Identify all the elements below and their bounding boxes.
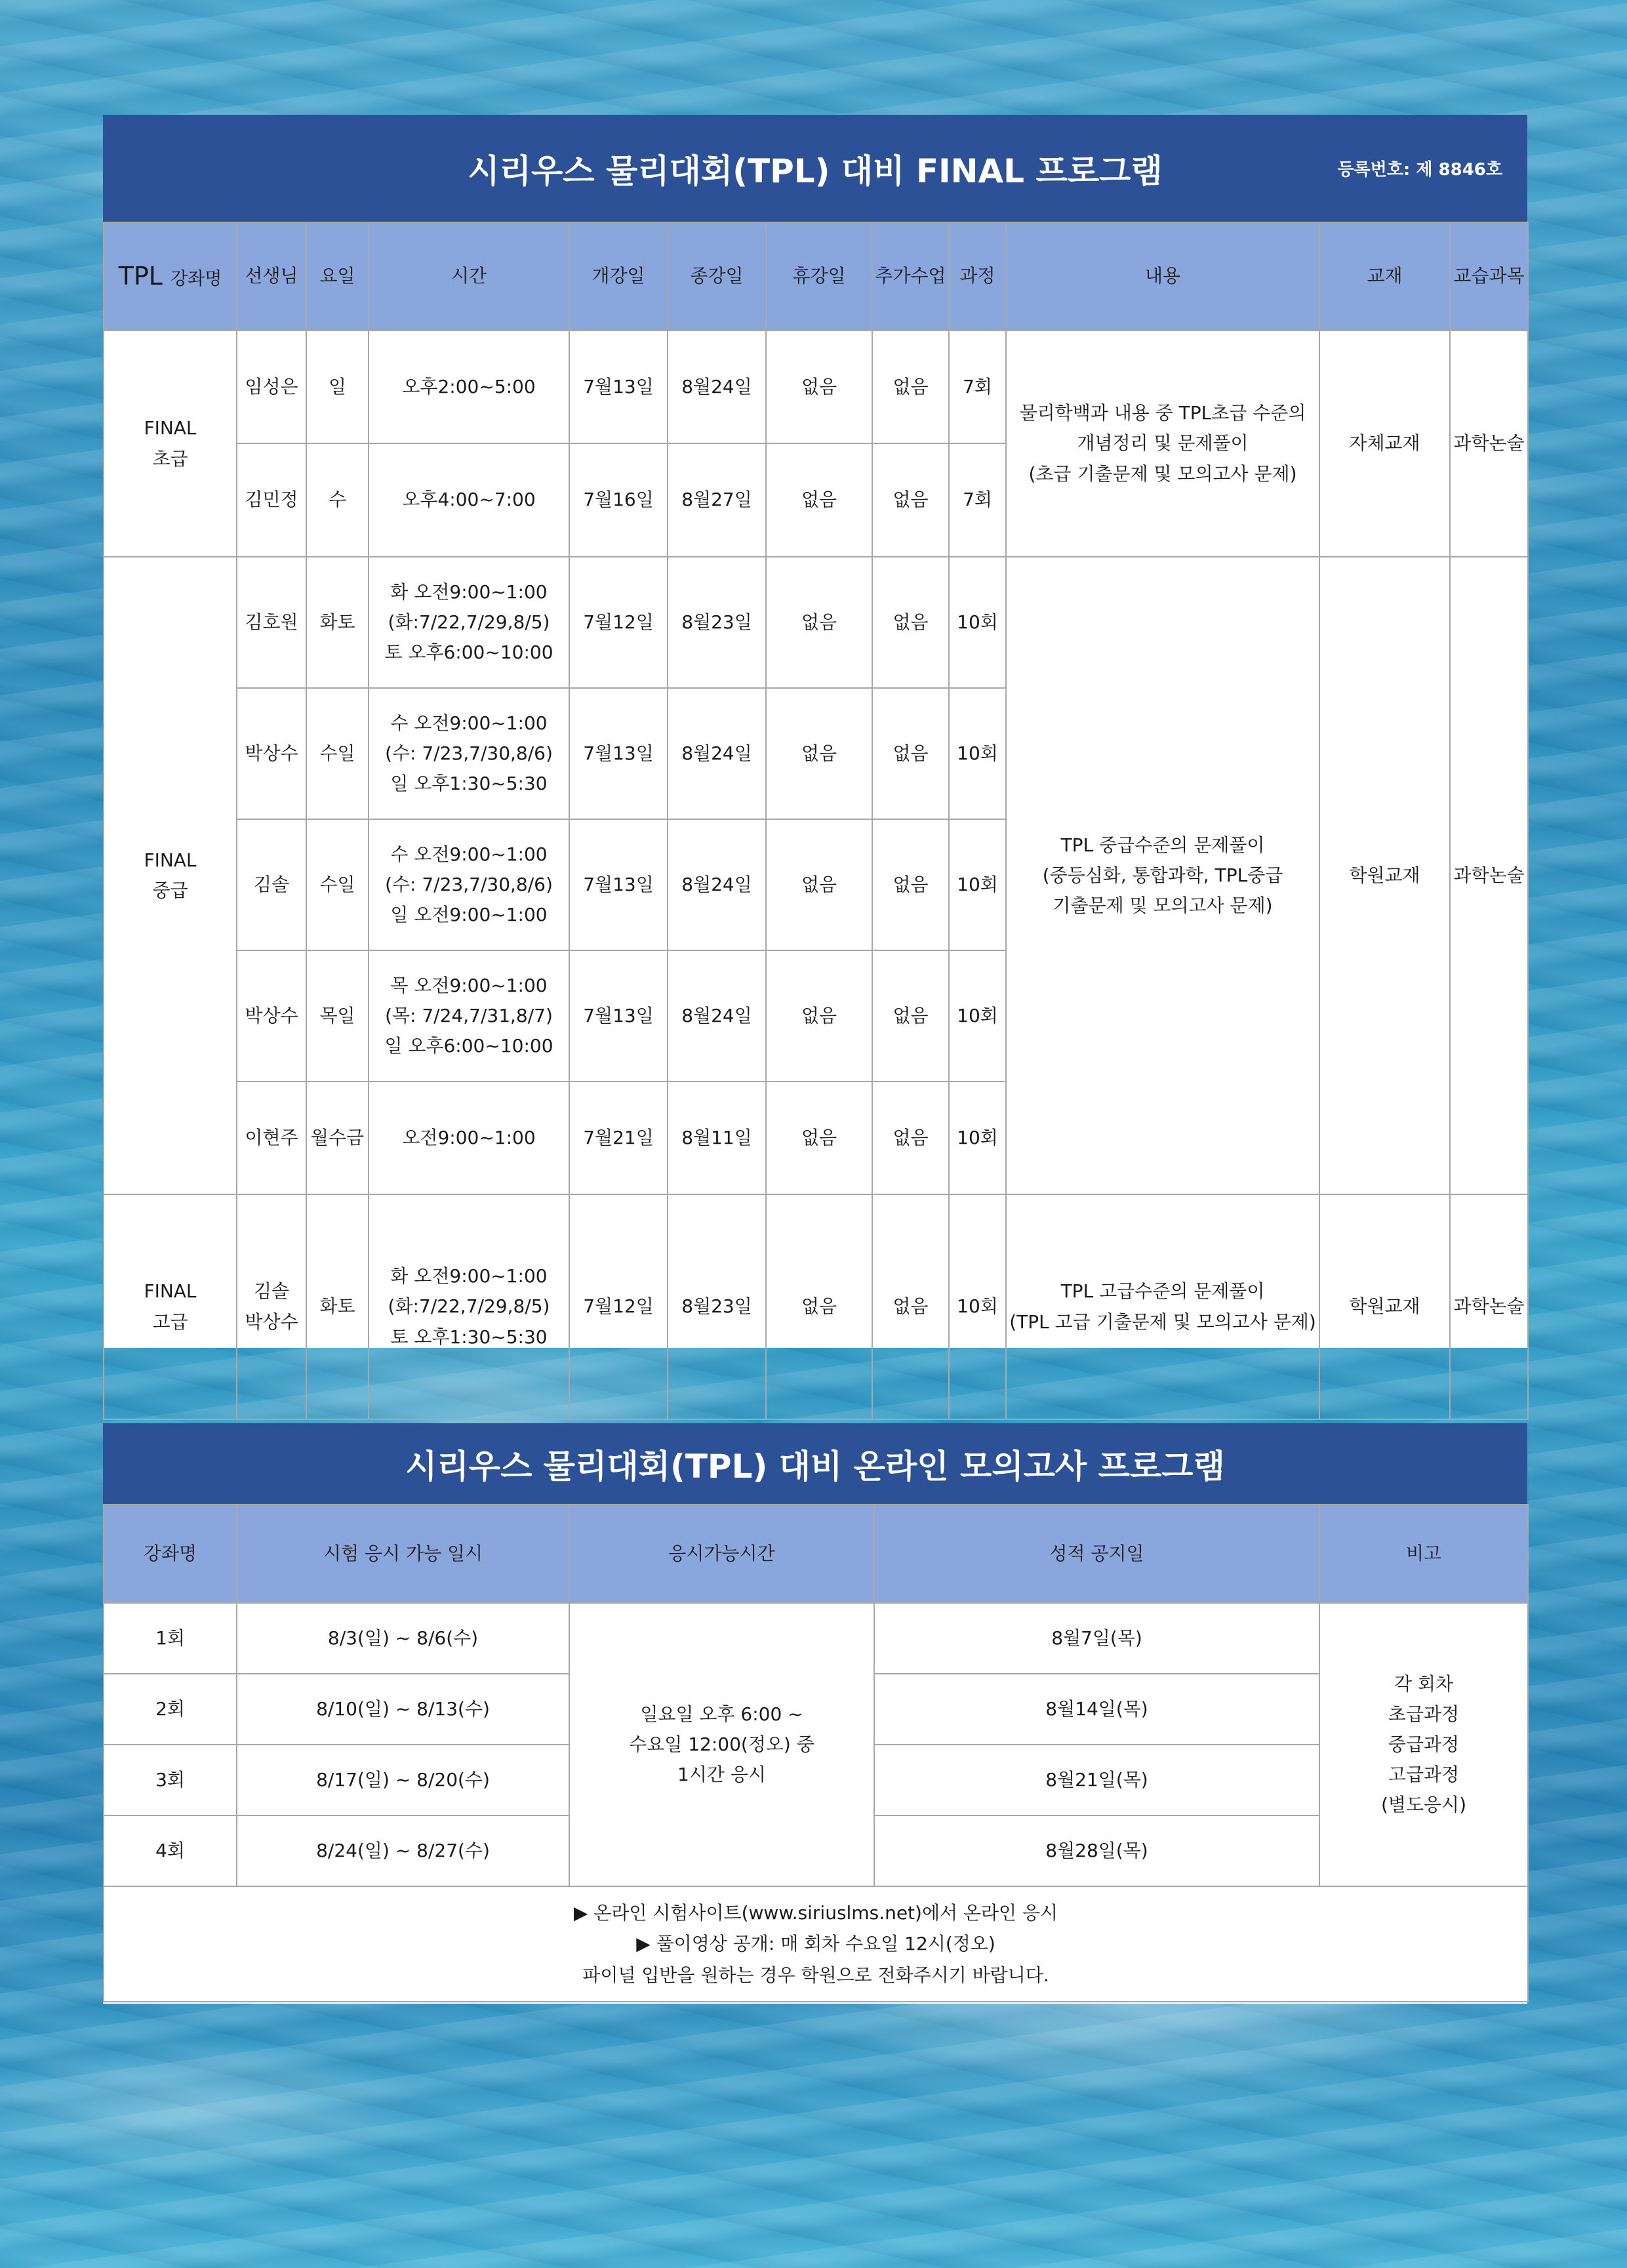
teacher-line: 김솔 xyxy=(253,1280,290,1303)
extra-cell: 없음 xyxy=(872,331,949,443)
final-schedule-table xyxy=(103,222,1529,1420)
table-row xyxy=(104,1603,1528,1674)
notes-cell xyxy=(104,1886,1528,2002)
sessions-cell: 10회 xyxy=(949,950,1006,1082)
final-program-panel xyxy=(103,115,1527,1348)
day-cell: 일 xyxy=(306,331,369,443)
content-line: 물리학백과 내용 중 TPL초급 수준의 xyxy=(1019,402,1306,424)
sessions-cell: 10회 xyxy=(949,1194,1006,1419)
time-line: 일 오후1:30~5:30 xyxy=(390,773,548,795)
day-cell: 목일 xyxy=(306,950,369,1082)
day-cell: 월수금 xyxy=(306,1082,369,1194)
day-cell: 수일 xyxy=(306,688,369,819)
content-beginner xyxy=(1006,331,1319,557)
start-cell: 7월13일 xyxy=(569,688,668,819)
registration-number: 등록번호: 제 8846호 xyxy=(1337,160,1502,180)
end-cell: 8월27일 xyxy=(668,443,766,557)
extra-cell: 없음 xyxy=(872,557,949,688)
header-sessions: 과정 xyxy=(949,222,1006,331)
extra-cell: 없음 xyxy=(872,1082,949,1194)
time-line: 일 오후6:00~10:00 xyxy=(384,1035,553,1057)
schedule-header-row xyxy=(104,222,1528,331)
course-name-line: FINAL xyxy=(144,417,197,439)
final-program-header xyxy=(103,115,1527,222)
dates-cell: 8/17(일) ~ 8/20(수) xyxy=(237,1745,569,1815)
start-cell: 7월13일 xyxy=(569,331,668,443)
teacher-cell: 김솔 xyxy=(237,819,306,950)
round-cell: 4회 xyxy=(104,1815,237,1886)
content-line: TPL 고급수준의 문제풀이 xyxy=(1060,1280,1265,1303)
sessions-cell: 10회 xyxy=(949,1082,1006,1194)
content-intermediate xyxy=(1006,557,1319,1194)
content-line: (TPL 고급 기출문제 및 모의고사 문제) xyxy=(1009,1310,1316,1333)
teacher-cell: 김민정 xyxy=(237,443,306,557)
textbook-intermediate: 학원교재 xyxy=(1319,557,1450,1194)
dates-cell: 8/24(일) ~ 8/27(수) xyxy=(237,1815,569,1886)
exam-time-line: 수요일 12:00(정오) 중 xyxy=(629,1733,814,1755)
header-break: 휴강일 xyxy=(766,222,872,331)
notes-row xyxy=(104,1886,1528,2002)
remarks-line: 초급과정 xyxy=(1388,1703,1460,1725)
subject-advanced: 과학논술 xyxy=(1450,1194,1528,1419)
content-advanced xyxy=(1006,1194,1319,1419)
remarks-line: 각 회차 xyxy=(1394,1672,1454,1695)
textbook-beginner: 자체교재 xyxy=(1319,331,1450,557)
day-cell: 수일 xyxy=(306,819,369,950)
online-program-panel xyxy=(103,1423,1527,2004)
course-name-line: 고급 xyxy=(152,1310,188,1333)
break-cell: 없음 xyxy=(766,331,872,443)
header-end: 종강일 xyxy=(668,222,766,331)
extra-cell: 없음 xyxy=(872,688,949,819)
header-day: 요일 xyxy=(306,222,369,331)
teacher-cell: 박상수 xyxy=(237,688,306,819)
time-cell xyxy=(369,950,569,1082)
teacher-cell: 박상수 xyxy=(237,950,306,1082)
day-cell: 화토 xyxy=(306,557,369,688)
time-line: 목 오전9:00~1:00 xyxy=(390,974,548,996)
subject-intermediate: 과학논술 xyxy=(1450,557,1528,1194)
time-cell: 오후2:00~5:00 xyxy=(369,331,569,443)
online-program-title: 시리우스 물리대회(TPL) 대비 온라인 모의고사 프로그램 xyxy=(405,1447,1225,1486)
header-textbook: 교재 xyxy=(1319,222,1450,331)
textbook-advanced: 학원교재 xyxy=(1319,1194,1450,1419)
time-line: (목: 7/24,7/31,8/7) xyxy=(385,1004,553,1026)
break-cell: 없음 xyxy=(766,1194,872,1419)
table-row xyxy=(104,557,1528,688)
header-course xyxy=(104,222,237,331)
end-cell: 8월24일 xyxy=(668,950,766,1082)
time-line: (수: 7/23,7/30,8/6) xyxy=(385,742,553,764)
note-contact: 파이널 입반을 원하는 경우 학원으로 전화주시기 바랍니다. xyxy=(582,1964,1049,1986)
remarks-line: 중급과정 xyxy=(1388,1733,1460,1755)
sessions-cell: 10회 xyxy=(949,688,1006,819)
round-cell: 2회 xyxy=(104,1674,237,1745)
dates-cell: 8/10(일) ~ 8/13(수) xyxy=(237,1674,569,1745)
exam-time-cell xyxy=(569,1603,874,1886)
content-line: TPL 중급수준의 문제풀이 xyxy=(1060,834,1265,856)
course-name-line: 중급 xyxy=(152,880,188,901)
start-cell: 7월12일 xyxy=(569,1194,668,1419)
day-cell: 화토 xyxy=(306,1194,369,1419)
content-line: (중등심화, 통합과학, TPL중급 xyxy=(1042,864,1283,886)
header-extra: 추가수업 xyxy=(872,222,949,331)
end-cell: 8월24일 xyxy=(668,688,766,819)
extra-cell: 없음 xyxy=(872,819,949,950)
teacher-cell: 김호원 xyxy=(237,557,306,688)
note-solution-video: ▶ 풀이영상 공개: 매 회차 수요일 12시(정오) xyxy=(636,1933,995,1955)
teacher-cell: 이현주 xyxy=(237,1082,306,1194)
end-cell: 8월11일 xyxy=(668,1082,766,1194)
break-cell: 없음 xyxy=(766,819,872,950)
extra-cell: 없음 xyxy=(872,1194,949,1419)
content-line: 개념정리 및 문제풀이 xyxy=(1077,432,1249,455)
dates-cell: 8/3(일) ~ 8/6(수) xyxy=(237,1603,569,1674)
break-cell: 없음 xyxy=(766,557,872,688)
header-course: 강좌명 xyxy=(104,1505,237,1603)
remarks-cell xyxy=(1319,1603,1528,1886)
start-cell: 7월13일 xyxy=(569,819,668,950)
teacher-cell xyxy=(237,1194,306,1419)
header-subject: 교습과목 xyxy=(1450,222,1528,331)
header-start: 개강일 xyxy=(569,222,668,331)
time-line: (화:7/22,7/29,8/5) xyxy=(388,1295,550,1318)
note-online-site: ▶ 온라인 시험사이트(www.siriuslms.net)에서 온라인 응시 xyxy=(573,1901,1058,1924)
end-cell: 8월24일 xyxy=(668,819,766,950)
extra-cell: 없음 xyxy=(872,443,949,557)
time-cell: 오후4:00~7:00 xyxy=(369,443,569,557)
header-time: 시간 xyxy=(369,222,569,331)
sessions-cell: 7회 xyxy=(949,331,1006,443)
time-line: 일 오전9:00~1:00 xyxy=(390,904,548,926)
course-name-advanced xyxy=(104,1194,237,1419)
header-teacher: 선생님 xyxy=(237,222,306,331)
break-cell: 없음 xyxy=(766,443,872,557)
result-cell: 8월14일(목) xyxy=(874,1674,1319,1745)
header-course-small: 강좌명 xyxy=(171,269,222,290)
header-exam-dates: 시험 응시 가능 일시 xyxy=(237,1505,569,1603)
course-name-line: FINAL xyxy=(144,1280,197,1303)
time-cell xyxy=(369,1194,569,1419)
result-cell: 8월28일(목) xyxy=(874,1815,1319,1886)
subject-beginner: 과학논술 xyxy=(1450,331,1528,557)
header-result-date: 성적 공지일 xyxy=(874,1505,1319,1603)
table-row xyxy=(104,331,1528,443)
exam-header-row xyxy=(104,1505,1528,1603)
start-cell: 7월21일 xyxy=(569,1082,668,1194)
online-program-header xyxy=(103,1423,1527,1504)
day-cell: 수 xyxy=(306,443,369,557)
result-cell: 8월21일(목) xyxy=(874,1745,1319,1815)
sessions-cell: 7회 xyxy=(949,443,1006,557)
end-cell: 8월24일 xyxy=(668,331,766,443)
break-cell: 없음 xyxy=(766,950,872,1082)
course-name-intermediate xyxy=(104,557,237,1194)
teacher-cell: 임성은 xyxy=(237,331,306,443)
start-cell: 7월12일 xyxy=(569,557,668,688)
remarks-line: (별도응시) xyxy=(1380,1794,1467,1816)
time-line: 화 오전9:00~1:00 xyxy=(390,1265,548,1287)
start-cell: 7월16일 xyxy=(569,443,668,557)
exam-time-line: 일요일 오후 6:00 ~ xyxy=(640,1703,803,1725)
round-cell: 1회 xyxy=(104,1603,237,1674)
time-line: 화 오전9:00~1:00 xyxy=(390,580,548,603)
time-cell: 오전9:00~1:00 xyxy=(369,1082,569,1194)
course-name-beginner xyxy=(104,331,237,557)
time-line: (수: 7/23,7/30,8/6) xyxy=(385,873,553,895)
end-cell: 8월23일 xyxy=(668,1194,766,1419)
content-line: 기출문제 및 모의고사 문제) xyxy=(1053,895,1273,917)
time-line: 토 오후1:30~5:30 xyxy=(390,1326,548,1348)
break-cell: 없음 xyxy=(766,688,872,819)
content-line: (초급 기출문제 및 모의고사 문제) xyxy=(1028,462,1297,485)
teacher-line: 박상수 xyxy=(245,1310,298,1333)
course-name-line: 초급 xyxy=(152,447,188,470)
extra-cell: 없음 xyxy=(872,950,949,1082)
table-row xyxy=(104,1194,1528,1419)
time-cell xyxy=(369,557,569,688)
time-line: 토 오후6:00~10:00 xyxy=(384,641,553,664)
online-exam-table xyxy=(103,1504,1529,2002)
course-name-line: FINAL xyxy=(144,849,197,871)
time-cell xyxy=(369,688,569,819)
header-course-main: TPL xyxy=(118,262,163,291)
final-program-title: 시리우스 물리대회(TPL) 대비 FINAL 프로그램 xyxy=(468,152,1163,190)
break-cell: 없음 xyxy=(766,1082,872,1194)
sessions-cell: 10회 xyxy=(949,557,1006,688)
time-line: (화:7/22,7/29,8/5) xyxy=(388,611,550,633)
round-cell: 3회 xyxy=(104,1745,237,1815)
end-cell: 8월23일 xyxy=(668,557,766,688)
remarks-line: 고급과정 xyxy=(1388,1764,1460,1786)
header-remarks: 비고 xyxy=(1319,1505,1528,1603)
time-cell xyxy=(369,819,569,950)
time-line: 수 오전9:00~1:00 xyxy=(390,712,548,734)
header-exam-time: 응시가능시간 xyxy=(569,1505,874,1603)
start-cell: 7월13일 xyxy=(569,950,668,1082)
sessions-cell: 10회 xyxy=(949,819,1006,950)
header-content: 내용 xyxy=(1006,222,1319,331)
time-line: 수 오전9:00~1:00 xyxy=(390,843,548,865)
result-cell: 8월7일(목) xyxy=(874,1603,1319,1674)
exam-time-line: 1시간 응시 xyxy=(677,1764,766,1786)
